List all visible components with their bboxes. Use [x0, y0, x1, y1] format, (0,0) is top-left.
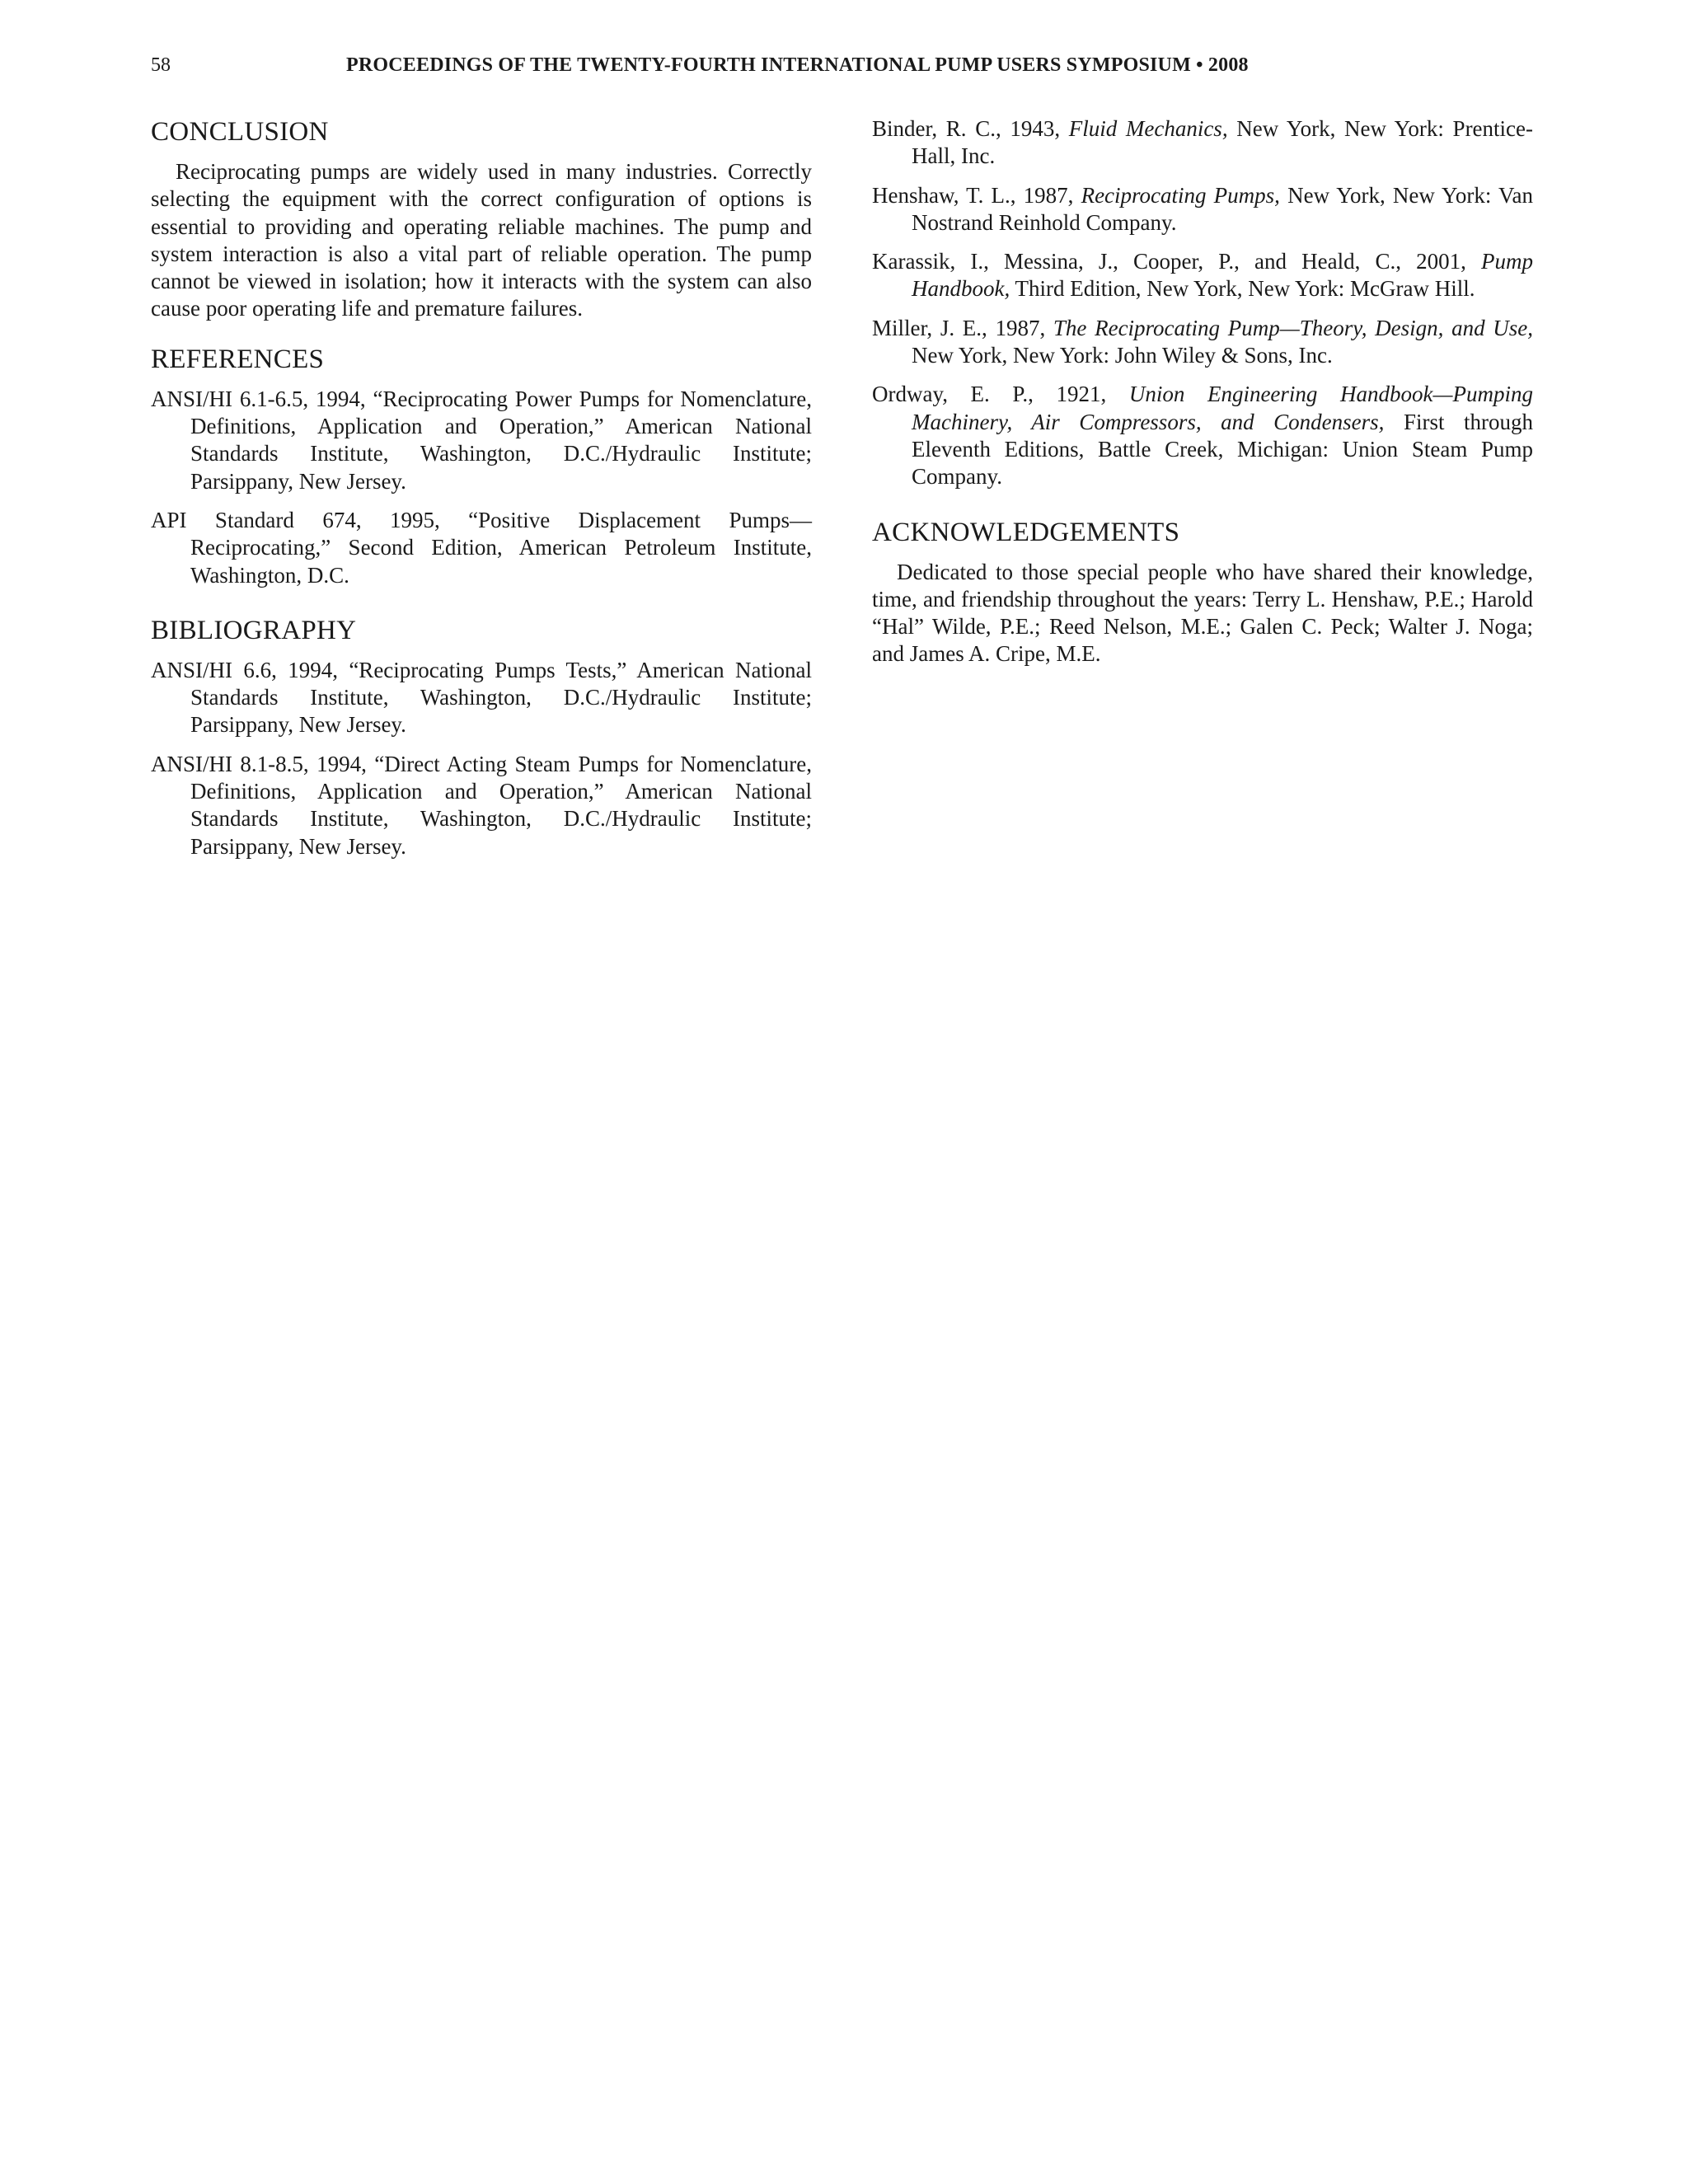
author-year: Binder, R. C., 1943, — [872, 116, 1069, 141]
references-heading: REFERENCES — [151, 344, 325, 374]
work-title: Reciprocating Pumps, — [1081, 182, 1280, 208]
bibliography-entry: ANSI/HI 6.6, 1994, “Reciprocating Pumps Tests,” American National Standards Institute, Washington, D.C./Hydraulic Institute; Parsippany, New Jersey. — [151, 657, 812, 738]
acknowledgements-paragraph: Dedicated to those special people who have shared their knowledge, time, and friendship throughout the years: Terry L. Henshaw, P.E.; Harold “Hal” Wilde, P.E.; Reed Nelson, M.E.; Galen C. Peck; Walter J. Noga; and James A. Cripe, M.E. — [872, 559, 1533, 667]
publisher-info: First through Eleventh Editions, Battle Creek, Michigan: Union Steam Pump Company. — [912, 409, 1533, 490]
running-head: PROCEEDINGS OF THE TWENTY-FOURTH INTERNATIONAL PUMP USERS SYMPOSIUM • 2008 — [346, 54, 1249, 76]
bibliography-entry — [872, 182, 1533, 237]
reference-entry: API Standard 674, 1995, “Positive Displacement Pumps—Reciprocating,” Second Edition, American Petroleum Institute, Washington, D.C. — [151, 507, 812, 588]
bibliography-entry — [872, 115, 1533, 171]
bibliography-entry — [872, 315, 1533, 370]
bibliography-entry — [872, 248, 1533, 303]
acknowledgements-heading: ACKNOWLEDGEMENTS — [872, 517, 1180, 547]
bibliography-section — [151, 614, 812, 860]
bibliography-entry: ANSI/HI 8.1-8.5, 1994, “Direct Acting Steam Pumps for Nomenclature, Definitions, Application and Operation,” American National Standards Institute, Washington, D.C./Hydraulic Institute; Parsippany, New Jersey. — [151, 751, 812, 859]
work-title: Fluid Mechanics, — [1068, 116, 1228, 141]
author-year: Ordway, E. P., 1921, — [872, 382, 1129, 407]
conclusion-heading: CONCLUSION — [151, 117, 329, 147]
publisher-info: New York, New York: Prentice-Hall, Inc. — [912, 116, 1534, 169]
author-year: Henshaw, T. L., 1987, — [872, 182, 1081, 208]
conclusion-section — [151, 115, 812, 323]
reference-entry: ANSI/HI 6.1-6.5, 1994, “Reciprocating Power Pumps for Nomenclature, Definitions, Application and Operation,” American National Standards Institute, Washington, D.C./Hydraulic Institute; Parsippany, New Jersey. — [151, 386, 812, 494]
publisher-info: Third Edition, New York, New York: McGraw Hill. — [1010, 276, 1475, 302]
references-section — [151, 343, 812, 589]
work-title: The Reciprocating Pump—Theory, Design, and Use, — [1053, 315, 1534, 340]
author-year: Karassik, I., Messina, J., Cooper, P., and Heald, C., 2001, — [872, 249, 1481, 274]
left-column — [151, 115, 812, 877]
work-title: Union Engineering Handbook—Pumping Machinery, Air Compressors, and Condensers, — [912, 382, 1533, 434]
publisher-info: New York, New York: Van Nostrand Reinhold Company. — [912, 182, 1533, 235]
bibliography-heading: BIBLIOGRAPHY — [151, 615, 357, 645]
right-column — [872, 115, 1533, 688]
work-title: Pump Handbook, — [912, 249, 1533, 302]
bibliography-entry — [872, 381, 1533, 490]
acknowledgements-section — [872, 516, 1533, 668]
author-year: Miller, J. E., 1987, — [872, 315, 1053, 340]
publisher-info: New York, New York: John Wiley & Sons, Inc. — [912, 343, 1333, 368]
conclusion-paragraph: Reciprocating pumps are widely used in many industries. Correctly selecting the equipment with the correct configuration of options is essential to providing and operating reliable machines. The pump and system interaction is also a vital part of reliable operation. The pump cannot be viewed in isolation; how it interacts with the system can also cause poor operating life and premature failures. — [151, 159, 812, 321]
page-number: 58 — [151, 54, 171, 76]
